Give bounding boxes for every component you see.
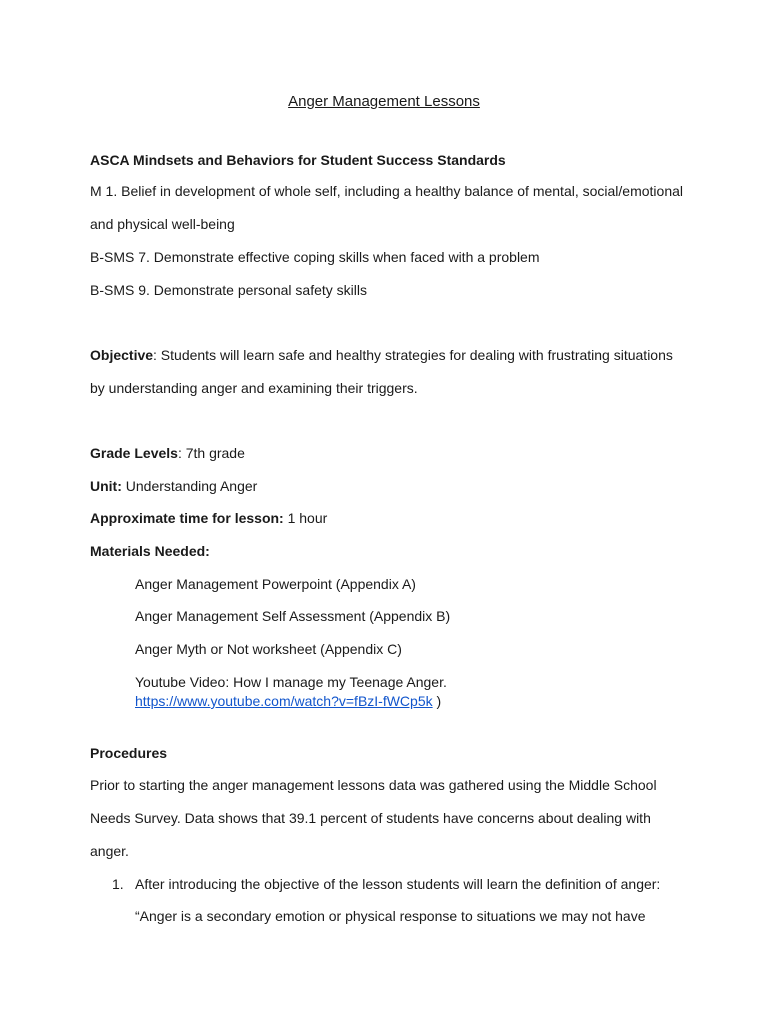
objective-line1 [90,346,673,364]
approx-time-label: Approximate time for lesson: [90,510,284,526]
procedures-intro-line3: anger. [90,843,129,859]
objective-text: : Students will learn safe and healthy strategies for dealing with frustrating situations [153,347,673,363]
grade-levels [90,444,245,462]
standard-m1-line1: M 1. Belief in development of whole self, including a healthy balance of mental, social/emotional [90,183,684,199]
standard-bsms9: B-SMS 9. Demonstrate personal safety skills [90,282,367,298]
step-1-line1: After introducing the objective of the lesson students will learn the definition of anger: [135,876,661,892]
material-item: Anger Myth or Not worksheet (Appendix C) [135,641,402,657]
unit [90,477,257,495]
approx-time-value: 1 hour [283,510,328,526]
grade-levels-label: Grade Levels [90,445,178,461]
unit-label: Unit: [90,478,122,494]
standards-heading: ASCA Mindsets and Behaviors for Student Success Standards [90,152,506,168]
objective-line2: by understanding anger and examining their triggers. [90,380,418,396]
materials-heading: Materials Needed: [90,543,210,559]
video-link-suffix: ) [432,693,442,709]
procedures-intro-line1: Prior to starting the anger management lessons data was gathered using the Middle School [90,777,657,793]
material-item: Anger Management Self Assessment (Appendix B) [135,608,451,624]
material-item: Anger Management Powerpoint (Appendix A) [135,576,416,592]
approx-time [90,509,327,527]
procedures-intro-line2: Needs Survey. Data shows that 39.1 percent of students have concerns about dealing with [90,810,651,826]
procedures-heading: Procedures [90,745,168,761]
unit-value: Understanding Anger [121,478,258,494]
step-1-line2: “Anger is a secondary emotion or physical response to situations we may not have [135,908,646,924]
step-1-number: 1. [112,876,124,892]
material-video-line: Youtube Video: How I manage my Teenage Anger. [135,674,447,690]
standard-bsms7: B-SMS 7. Demonstrate effective coping skills when faced with a problem [90,249,540,265]
material-video-link-row [135,692,441,710]
standard-m1-line2: and physical well-being [90,216,235,232]
youtube-link[interactable]: https://www.youtube.com/watch?v=fBzI-fWCp5k [135,693,433,709]
page-title: Anger Management Lessons [288,93,480,110]
grade-levels-value: : 7th grade [177,445,245,461]
objective-label: Objective [90,347,154,363]
